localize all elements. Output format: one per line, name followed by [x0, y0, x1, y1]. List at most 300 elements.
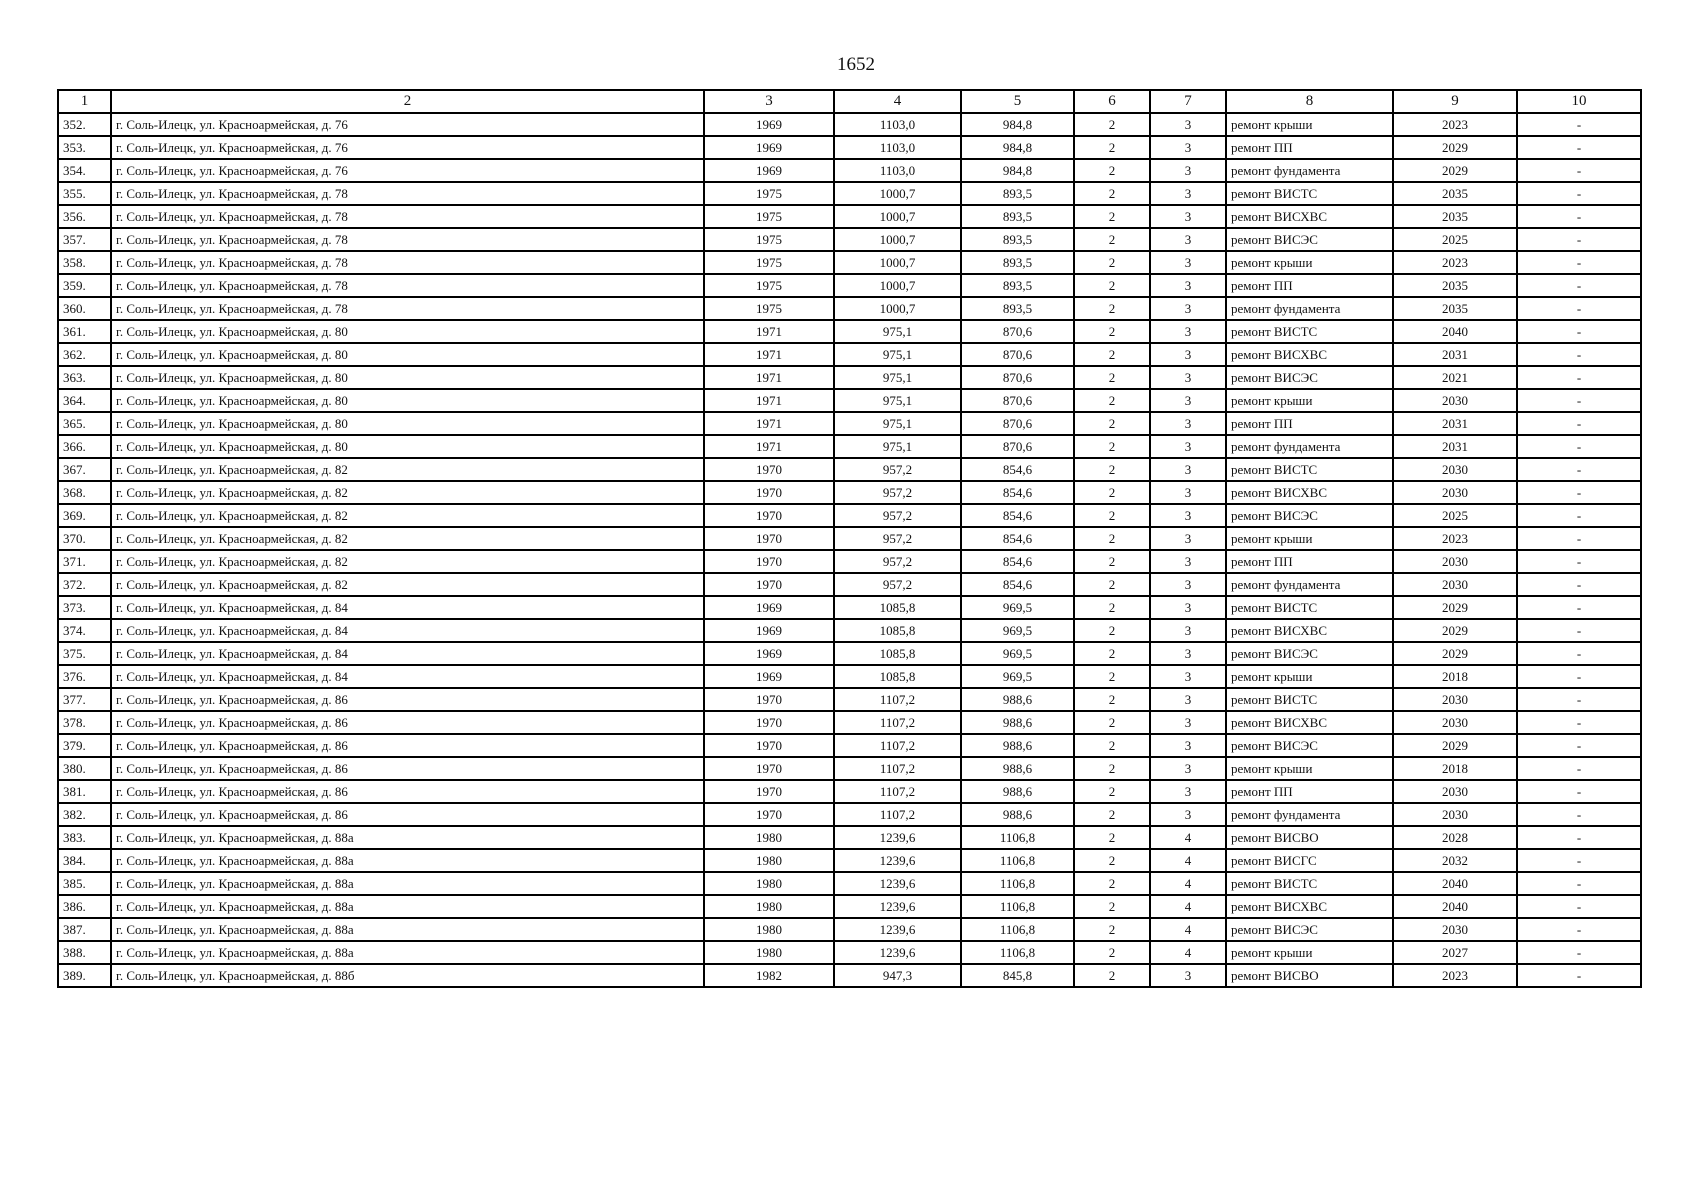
cell-row-number: 387. — [58, 918, 111, 941]
cell-row-number: 362. — [58, 343, 111, 366]
cell-build-year: 1969 — [704, 642, 834, 665]
cell-work-type: ремонт ВИСТС — [1226, 458, 1393, 481]
cell-build-year: 1982 — [704, 964, 834, 987]
cell-floors: 4 — [1150, 849, 1226, 872]
cell-note: - — [1517, 573, 1641, 596]
cell-living-area: 870,6 — [961, 366, 1074, 389]
cell-entrances: 2 — [1074, 734, 1150, 757]
cell-total-area: 1000,7 — [834, 297, 961, 320]
cell-address: г. Соль-Илецк, ул. Красноармейская, д. 82 — [111, 550, 704, 573]
cell-living-area: 845,8 — [961, 964, 1074, 987]
cell-address: г. Соль-Илецк, ул. Красноармейская, д. 80 — [111, 343, 704, 366]
table-row — [58, 688, 1641, 711]
cell-work-type: ремонт ВИСВО — [1226, 964, 1393, 987]
cell-total-area: 957,2 — [834, 481, 961, 504]
cell-living-area: 988,6 — [961, 711, 1074, 734]
cell-address: г. Соль-Илецк, ул. Красноармейская, д. 82 — [111, 504, 704, 527]
cell-address: г. Соль-Илецк, ул. Красноармейская, д. 80 — [111, 412, 704, 435]
cell-entrances: 2 — [1074, 550, 1150, 573]
cell-row-number: 378. — [58, 711, 111, 734]
cell-total-area: 957,2 — [834, 550, 961, 573]
cell-floors: 3 — [1150, 182, 1226, 205]
cell-living-area: 854,6 — [961, 550, 1074, 573]
cell-living-area: 969,5 — [961, 596, 1074, 619]
cell-work-type: ремонт фундамента — [1226, 803, 1393, 826]
cell-address: г. Соль-Илецк, ул. Красноармейская, д. 88а — [111, 941, 704, 964]
cell-address: г. Соль-Илецк, ул. Красноармейская, д. 78 — [111, 251, 704, 274]
cell-build-year: 1975 — [704, 297, 834, 320]
cell-living-area: 893,5 — [961, 274, 1074, 297]
cell-build-year: 1970 — [704, 780, 834, 803]
cell-address: г. Соль-Илецк, ул. Красноармейская, д. 76 — [111, 113, 704, 136]
table-row — [58, 872, 1641, 895]
table-row — [58, 458, 1641, 481]
cell-total-area: 1107,2 — [834, 757, 961, 780]
cell-row-number: 356. — [58, 205, 111, 228]
cell-total-area: 957,2 — [834, 504, 961, 527]
cell-entrances: 2 — [1074, 964, 1150, 987]
cell-living-area: 893,5 — [961, 251, 1074, 274]
table-row — [58, 389, 1641, 412]
cell-entrances: 2 — [1074, 619, 1150, 642]
cell-build-year: 1975 — [704, 182, 834, 205]
cell-floors: 3 — [1150, 803, 1226, 826]
cell-address: г. Соль-Илецк, ул. Красноармейская, д. 80 — [111, 320, 704, 343]
cell-living-area: 870,6 — [961, 389, 1074, 412]
cell-row-number: 373. — [58, 596, 111, 619]
cell-total-area: 1103,0 — [834, 136, 961, 159]
cell-note: - — [1517, 734, 1641, 757]
cell-address: г. Соль-Илецк, ул. Красноармейская, д. 78 — [111, 274, 704, 297]
cell-living-area: 870,6 — [961, 320, 1074, 343]
cell-entrances: 2 — [1074, 895, 1150, 918]
cell-work-type: ремонт ВИСЭС — [1226, 366, 1393, 389]
cell-work-type: ремонт ВИСТС — [1226, 872, 1393, 895]
cell-entrances: 2 — [1074, 412, 1150, 435]
cell-total-area: 1103,0 — [834, 159, 961, 182]
cell-note: - — [1517, 389, 1641, 412]
cell-build-year: 1980 — [704, 918, 834, 941]
cell-note: - — [1517, 504, 1641, 527]
cell-floors: 3 — [1150, 665, 1226, 688]
cell-total-area: 1085,8 — [834, 665, 961, 688]
cell-planned-year: 2030 — [1393, 711, 1517, 734]
cell-note: - — [1517, 458, 1641, 481]
cell-floors: 4 — [1150, 941, 1226, 964]
cell-work-type: ремонт ВИСТС — [1226, 182, 1393, 205]
cell-row-number: 368. — [58, 481, 111, 504]
cell-floors: 3 — [1150, 159, 1226, 182]
table-row — [58, 251, 1641, 274]
cell-work-type: ремонт крыши — [1226, 527, 1393, 550]
cell-living-area: 893,5 — [961, 182, 1074, 205]
cell-floors: 4 — [1150, 918, 1226, 941]
table-row — [58, 182, 1641, 205]
cell-entrances: 2 — [1074, 665, 1150, 688]
column-header-1: 1 — [58, 90, 111, 113]
cell-row-number: 385. — [58, 872, 111, 895]
cell-living-area: 870,6 — [961, 412, 1074, 435]
cell-note: - — [1517, 941, 1641, 964]
cell-work-type: ремонт ВИСХВС — [1226, 619, 1393, 642]
cell-planned-year: 2030 — [1393, 573, 1517, 596]
cell-build-year: 1975 — [704, 274, 834, 297]
table-row — [58, 757, 1641, 780]
table-row — [58, 159, 1641, 182]
cell-floors: 3 — [1150, 596, 1226, 619]
cell-total-area: 1239,6 — [834, 872, 961, 895]
cell-address: г. Соль-Илецк, ул. Красноармейская, д. 78 — [111, 205, 704, 228]
cell-note: - — [1517, 665, 1641, 688]
cell-build-year: 1970 — [704, 550, 834, 573]
cell-note: - — [1517, 895, 1641, 918]
cell-floors: 3 — [1150, 136, 1226, 159]
cell-note: - — [1517, 550, 1641, 573]
cell-address: г. Соль-Илецк, ул. Красноармейская, д. 84 — [111, 665, 704, 688]
cell-floors: 3 — [1150, 113, 1226, 136]
cell-address: г. Соль-Илецк, ул. Красноармейская, д. 84 — [111, 596, 704, 619]
cell-living-area: 988,6 — [961, 757, 1074, 780]
cell-planned-year: 2023 — [1393, 527, 1517, 550]
column-header-4: 4 — [834, 90, 961, 113]
table-row — [58, 205, 1641, 228]
cell-entrances: 2 — [1074, 182, 1150, 205]
cell-note: - — [1517, 826, 1641, 849]
header-row — [58, 90, 1641, 113]
cell-row-number: 367. — [58, 458, 111, 481]
cell-build-year: 1970 — [704, 481, 834, 504]
cell-address: г. Соль-Илецк, ул. Красноармейская, д. 86 — [111, 780, 704, 803]
cell-total-area: 1103,0 — [834, 113, 961, 136]
cell-planned-year: 2035 — [1393, 274, 1517, 297]
table-row — [58, 895, 1641, 918]
cell-row-number: 369. — [58, 504, 111, 527]
cell-note: - — [1517, 964, 1641, 987]
column-header-7: 7 — [1150, 90, 1226, 113]
cell-total-area: 1085,8 — [834, 596, 961, 619]
cell-entrances: 2 — [1074, 711, 1150, 734]
cell-work-type: ремонт фундамента — [1226, 435, 1393, 458]
cell-row-number: 359. — [58, 274, 111, 297]
cell-note: - — [1517, 251, 1641, 274]
cell-build-year: 1969 — [704, 596, 834, 619]
cell-living-area: 1106,8 — [961, 826, 1074, 849]
cell-work-type: ремонт крыши — [1226, 113, 1393, 136]
table-row — [58, 665, 1641, 688]
table-row — [58, 849, 1641, 872]
table-row — [58, 504, 1641, 527]
cell-planned-year: 2027 — [1393, 941, 1517, 964]
cell-row-number: 354. — [58, 159, 111, 182]
table-row — [58, 642, 1641, 665]
cell-planned-year: 2031 — [1393, 412, 1517, 435]
cell-floors: 3 — [1150, 297, 1226, 320]
cell-build-year: 1980 — [704, 895, 834, 918]
cell-note: - — [1517, 757, 1641, 780]
column-header-2: 2 — [111, 90, 704, 113]
cell-floors: 3 — [1150, 780, 1226, 803]
cell-address: г. Соль-Илецк, ул. Красноармейская, д. 82 — [111, 458, 704, 481]
cell-note: - — [1517, 343, 1641, 366]
cell-planned-year: 2029 — [1393, 734, 1517, 757]
cell-planned-year: 2031 — [1393, 343, 1517, 366]
cell-living-area: 893,5 — [961, 205, 1074, 228]
cell-entrances: 2 — [1074, 297, 1150, 320]
table-header — [58, 90, 1641, 113]
cell-row-number: 365. — [58, 412, 111, 435]
cell-planned-year: 2029 — [1393, 596, 1517, 619]
cell-planned-year: 2029 — [1393, 619, 1517, 642]
cell-total-area: 957,2 — [834, 458, 961, 481]
cell-row-number: 379. — [58, 734, 111, 757]
table-row — [58, 435, 1641, 458]
cell-living-area: 870,6 — [961, 343, 1074, 366]
cell-address: г. Соль-Илецк, ул. Красноармейская, д. 78 — [111, 228, 704, 251]
cell-work-type: ремонт ВИСЭС — [1226, 642, 1393, 665]
cell-note: - — [1517, 642, 1641, 665]
cell-build-year: 1975 — [704, 205, 834, 228]
cell-floors: 3 — [1150, 251, 1226, 274]
table-body — [58, 113, 1641, 987]
cell-floors: 3 — [1150, 228, 1226, 251]
cell-work-type: ремонт ВИСХВС — [1226, 205, 1393, 228]
cell-planned-year: 2040 — [1393, 872, 1517, 895]
cell-note: - — [1517, 320, 1641, 343]
cell-build-year: 1980 — [704, 941, 834, 964]
cell-planned-year: 2030 — [1393, 458, 1517, 481]
cell-total-area: 1239,6 — [834, 941, 961, 964]
cell-work-type: ремонт ВИСТС — [1226, 320, 1393, 343]
table-row — [58, 320, 1641, 343]
cell-living-area: 1106,8 — [961, 895, 1074, 918]
cell-planned-year: 2018 — [1393, 665, 1517, 688]
cell-row-number: 374. — [58, 619, 111, 642]
cell-row-number: 364. — [58, 389, 111, 412]
cell-note: - — [1517, 918, 1641, 941]
cell-build-year: 1971 — [704, 343, 834, 366]
cell-floors: 3 — [1150, 734, 1226, 757]
cell-entrances: 2 — [1074, 803, 1150, 826]
cell-living-area: 854,6 — [961, 481, 1074, 504]
cell-living-area: 988,6 — [961, 780, 1074, 803]
table-row — [58, 573, 1641, 596]
cell-living-area: 854,6 — [961, 527, 1074, 550]
table-row — [58, 274, 1641, 297]
cell-address: г. Соль-Илецк, ул. Красноармейская, д. 88а — [111, 872, 704, 895]
cell-floors: 3 — [1150, 757, 1226, 780]
cell-build-year: 1980 — [704, 872, 834, 895]
cell-address: г. Соль-Илецк, ул. Красноармейская, д. 88а — [111, 918, 704, 941]
cell-work-type: ремонт ВИСХВС — [1226, 895, 1393, 918]
cell-planned-year: 2035 — [1393, 205, 1517, 228]
cell-row-number: 358. — [58, 251, 111, 274]
column-header-10: 10 — [1517, 90, 1641, 113]
cell-build-year: 1971 — [704, 366, 834, 389]
cell-entrances: 2 — [1074, 481, 1150, 504]
cell-work-type: ремонт фундамента — [1226, 159, 1393, 182]
cell-note: - — [1517, 228, 1641, 251]
cell-entrances: 2 — [1074, 573, 1150, 596]
table-row — [58, 412, 1641, 435]
cell-row-number: 372. — [58, 573, 111, 596]
table-row — [58, 527, 1641, 550]
cell-living-area: 1106,8 — [961, 918, 1074, 941]
cell-row-number: 384. — [58, 849, 111, 872]
cell-living-area: 969,5 — [961, 642, 1074, 665]
cell-address: г. Соль-Илецк, ул. Красноармейская, д. 82 — [111, 573, 704, 596]
cell-living-area: 969,5 — [961, 619, 1074, 642]
table-row — [58, 803, 1641, 826]
cell-row-number: 377. — [58, 688, 111, 711]
table-row — [58, 596, 1641, 619]
cell-note: - — [1517, 366, 1641, 389]
cell-note: - — [1517, 780, 1641, 803]
cell-row-number: 366. — [58, 435, 111, 458]
cell-build-year: 1970 — [704, 711, 834, 734]
cell-entrances: 2 — [1074, 527, 1150, 550]
cell-work-type: ремонт крыши — [1226, 251, 1393, 274]
cell-work-type: ремонт ВИСХВС — [1226, 343, 1393, 366]
cell-floors: 3 — [1150, 527, 1226, 550]
cell-work-type: ремонт фундамента — [1226, 297, 1393, 320]
cell-planned-year: 2031 — [1393, 435, 1517, 458]
cell-row-number: 382. — [58, 803, 111, 826]
cell-floors: 3 — [1150, 573, 1226, 596]
cell-build-year: 1970 — [704, 573, 834, 596]
cell-planned-year: 2030 — [1393, 803, 1517, 826]
cell-total-area: 975,1 — [834, 343, 961, 366]
cell-planned-year: 2030 — [1393, 918, 1517, 941]
cell-living-area: 1106,8 — [961, 941, 1074, 964]
cell-work-type: ремонт ПП — [1226, 412, 1393, 435]
cell-work-type: ремонт крыши — [1226, 389, 1393, 412]
cell-living-area: 984,8 — [961, 136, 1074, 159]
table-row — [58, 826, 1641, 849]
cell-build-year: 1971 — [704, 412, 834, 435]
cell-entrances: 2 — [1074, 458, 1150, 481]
cell-build-year: 1969 — [704, 136, 834, 159]
cell-build-year: 1969 — [704, 619, 834, 642]
cell-note: - — [1517, 803, 1641, 826]
cell-floors: 3 — [1150, 642, 1226, 665]
cell-note: - — [1517, 205, 1641, 228]
cell-build-year: 1970 — [704, 734, 834, 757]
table-row — [58, 113, 1641, 136]
cell-row-number: 383. — [58, 826, 111, 849]
cell-floors: 4 — [1150, 872, 1226, 895]
cell-address: г. Соль-Илецк, ул. Красноармейская, д. 88а — [111, 895, 704, 918]
table-row — [58, 780, 1641, 803]
cell-planned-year: 2030 — [1393, 688, 1517, 711]
cell-total-area: 975,1 — [834, 412, 961, 435]
cell-row-number: 389. — [58, 964, 111, 987]
cell-living-area: 984,8 — [961, 159, 1074, 182]
table-row — [58, 136, 1641, 159]
cell-living-area: 988,6 — [961, 688, 1074, 711]
cell-floors: 3 — [1150, 343, 1226, 366]
cell-total-area: 1107,2 — [834, 734, 961, 757]
cell-planned-year: 2025 — [1393, 228, 1517, 251]
cell-build-year: 1970 — [704, 688, 834, 711]
table-row — [58, 343, 1641, 366]
cell-planned-year: 2028 — [1393, 826, 1517, 849]
table-row — [58, 228, 1641, 251]
cell-build-year: 1969 — [704, 665, 834, 688]
cell-entrances: 2 — [1074, 435, 1150, 458]
cell-address: г. Соль-Илецк, ул. Красноармейская, д. 84 — [111, 619, 704, 642]
cell-build-year: 1970 — [704, 458, 834, 481]
cell-floors: 3 — [1150, 964, 1226, 987]
cell-floors: 3 — [1150, 435, 1226, 458]
cell-total-area: 1239,6 — [834, 826, 961, 849]
cell-work-type: ремонт ВИСГС — [1226, 849, 1393, 872]
cell-work-type: ремонт ПП — [1226, 780, 1393, 803]
table-row — [58, 734, 1641, 757]
cell-address: г. Соль-Илецк, ул. Красноармейская, д. 82 — [111, 481, 704, 504]
cell-row-number: 386. — [58, 895, 111, 918]
cell-total-area: 1239,6 — [834, 849, 961, 872]
cell-planned-year: 2029 — [1393, 136, 1517, 159]
cell-planned-year: 2029 — [1393, 159, 1517, 182]
cell-total-area: 1000,7 — [834, 274, 961, 297]
cell-build-year: 1975 — [704, 228, 834, 251]
cell-living-area: 893,5 — [961, 297, 1074, 320]
column-header-8: 8 — [1226, 90, 1393, 113]
cell-entrances: 2 — [1074, 366, 1150, 389]
cell-work-type: ремонт ВИСВО — [1226, 826, 1393, 849]
cell-entrances: 2 — [1074, 642, 1150, 665]
column-header-6: 6 — [1074, 90, 1150, 113]
cell-entrances: 2 — [1074, 780, 1150, 803]
cell-entrances: 2 — [1074, 389, 1150, 412]
cell-planned-year: 2023 — [1393, 964, 1517, 987]
cell-build-year: 1970 — [704, 504, 834, 527]
cell-note: - — [1517, 274, 1641, 297]
cell-row-number: 380. — [58, 757, 111, 780]
cell-work-type: ремонт ВИСЭС — [1226, 918, 1393, 941]
cell-living-area: 1106,8 — [961, 872, 1074, 895]
cell-floors: 3 — [1150, 688, 1226, 711]
cell-address: г. Соль-Илецк, ул. Красноармейская, д. 84 — [111, 642, 704, 665]
cell-row-number: 370. — [58, 527, 111, 550]
cell-entrances: 2 — [1074, 274, 1150, 297]
cell-floors: 4 — [1150, 826, 1226, 849]
cell-total-area: 975,1 — [834, 435, 961, 458]
cell-address: г. Соль-Илецк, ул. Красноармейская, д. 88а — [111, 849, 704, 872]
cell-planned-year: 2029 — [1393, 642, 1517, 665]
cell-row-number: 376. — [58, 665, 111, 688]
cell-floors: 4 — [1150, 895, 1226, 918]
cell-entrances: 2 — [1074, 849, 1150, 872]
cell-note: - — [1517, 872, 1641, 895]
cell-entrances: 2 — [1074, 343, 1150, 366]
cell-total-area: 1107,2 — [834, 688, 961, 711]
table-row — [58, 964, 1641, 987]
cell-address: г. Соль-Илецк, ул. Красноармейская, д. 88а — [111, 826, 704, 849]
cell-entrances: 2 — [1074, 113, 1150, 136]
cell-planned-year: 2040 — [1393, 320, 1517, 343]
cell-note: - — [1517, 481, 1641, 504]
cell-planned-year: 2023 — [1393, 113, 1517, 136]
cell-note: - — [1517, 435, 1641, 458]
cell-total-area: 1107,2 — [834, 711, 961, 734]
cell-entrances: 2 — [1074, 228, 1150, 251]
cell-living-area: 854,6 — [961, 458, 1074, 481]
registry-table — [57, 89, 1642, 988]
cell-living-area: 969,5 — [961, 665, 1074, 688]
cell-entrances: 2 — [1074, 251, 1150, 274]
cell-entrances: 2 — [1074, 205, 1150, 228]
